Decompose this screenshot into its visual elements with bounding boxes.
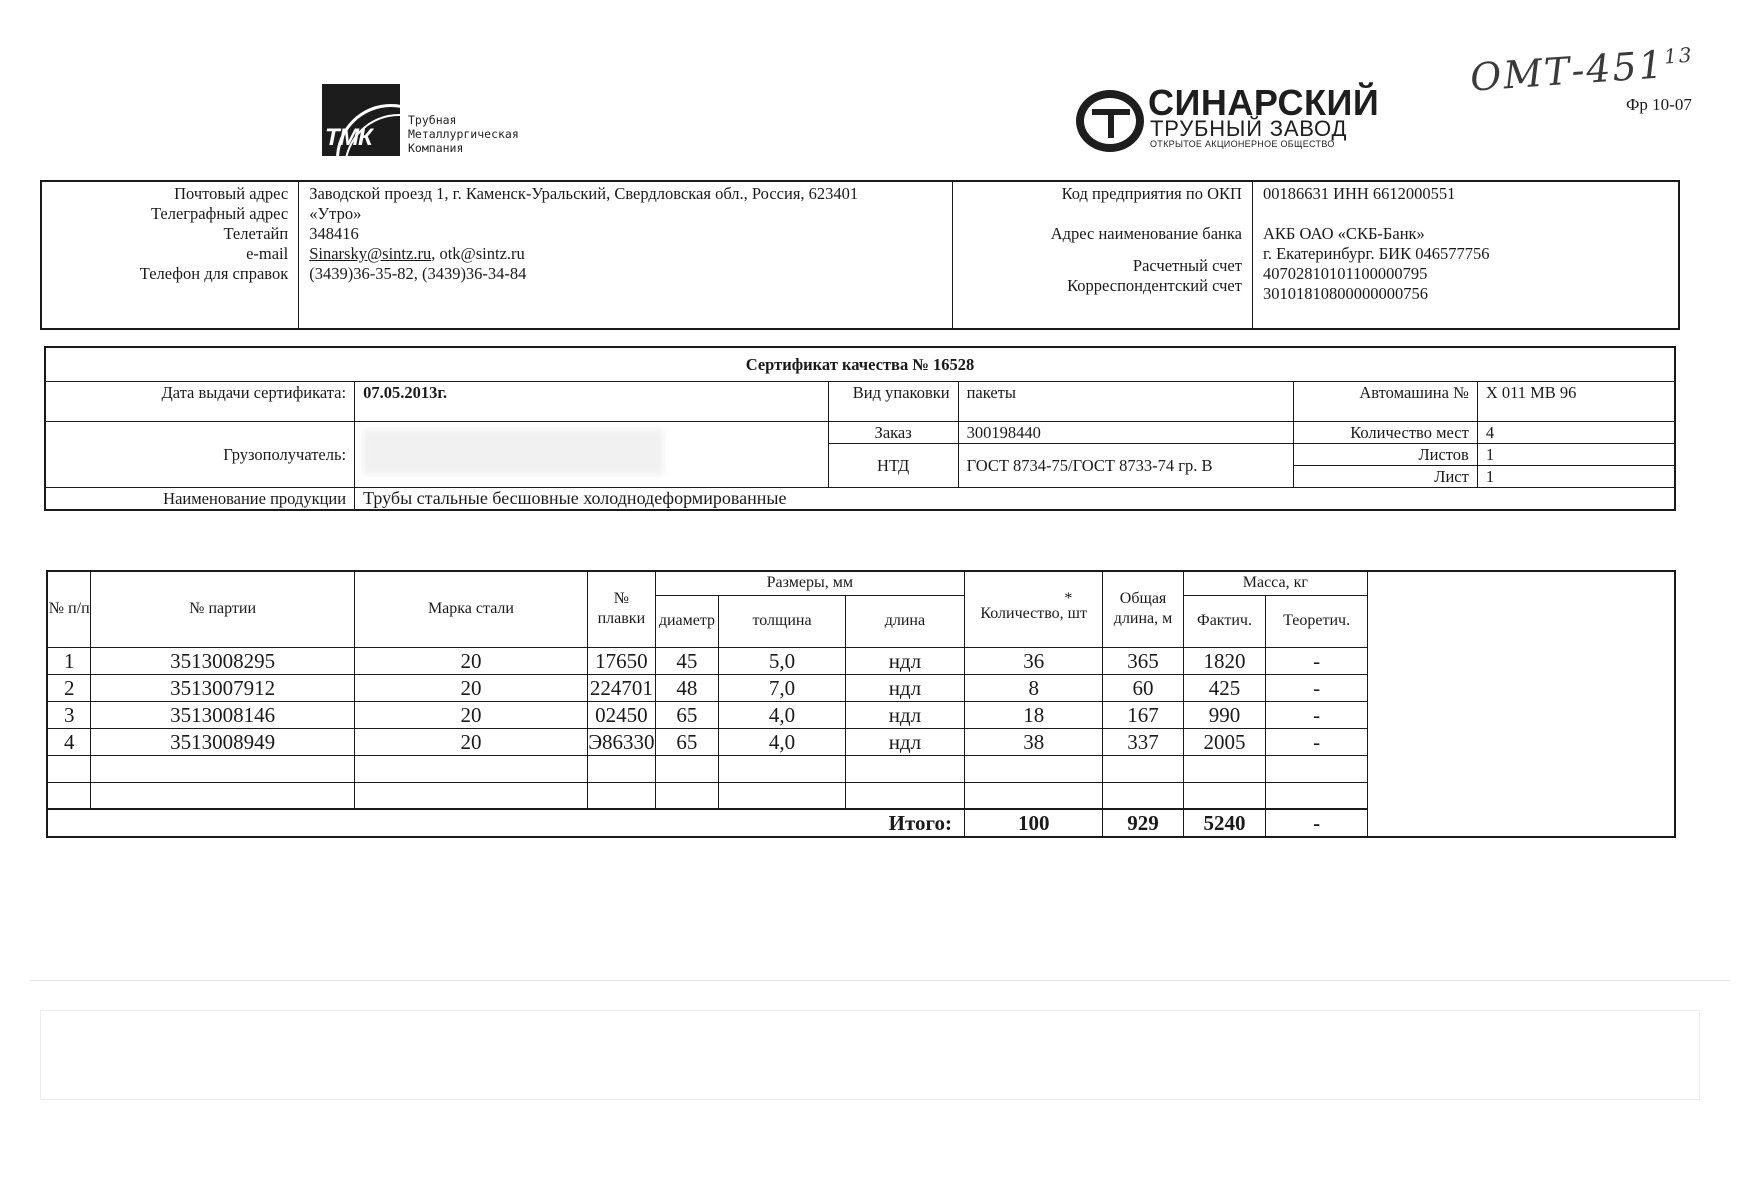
cell-diameter: 45 <box>655 647 719 674</box>
consignee-value <box>355 421 829 487</box>
ntd-label: НТД <box>828 443 958 487</box>
cell-grade: 20 <box>354 647 587 674</box>
total-mass-theor: - <box>1266 809 1368 837</box>
empty-row <box>47 755 1675 782</box>
cell-mass-fact: 425 <box>1183 674 1266 701</box>
cell-thickness: 4,0 <box>719 701 845 728</box>
cell-qty: 18 <box>965 701 1103 728</box>
cell-total-length: 60 <box>1103 674 1183 701</box>
cell-party: 3513008146 <box>91 701 354 728</box>
total-label: Итого: <box>47 809 965 837</box>
certificate-title: Сертификат качества № 16528 <box>45 347 1675 381</box>
header-grade: Марка стали <box>354 571 587 647</box>
cell-grade: 20 <box>354 728 587 755</box>
cell-mass-theor: - <box>1266 647 1368 674</box>
requisites-table <box>40 180 1680 330</box>
table-row <box>47 647 1675 674</box>
cell-party: 3513007912 <box>91 674 354 701</box>
email-link[interactable]: Sinarsky@sintz.ru <box>309 244 432 263</box>
order-label: Заказ <box>828 421 958 443</box>
header-total-length: Общая длина, м <box>1103 571 1183 647</box>
requisites-right-labels: Код предприятия по ОКП Адрес наименование банка Расчетный счет Корреспондентский счет <box>953 181 1253 329</box>
cell-diameter: 65 <box>655 728 719 755</box>
cell-melt: 17650 <box>588 647 655 674</box>
form-code: Фр 10-07 <box>1626 95 1692 114</box>
cell-mass-fact: 990 <box>1183 701 1266 728</box>
product-value: Трубы стальные бесшовные холоднодеформированные <box>355 487 1675 510</box>
places-value: 4 <box>1477 421 1675 443</box>
requisites-left-labels: Почтовый адрес Телеграфный адрес Телетайп e-mail Телефон для справок <box>41 181 299 329</box>
cell-num: 3 <box>47 701 91 728</box>
cell-total-length: 337 <box>1103 728 1183 755</box>
header-mass-theor: Теоретич. <box>1266 595 1368 647</box>
product-label: Наименование продукции <box>45 487 355 510</box>
total-mass-fact: 5240 <box>1183 809 1266 837</box>
sheet-value: 1 <box>1477 465 1675 487</box>
packaging-label: Вид упаковки <box>828 381 958 421</box>
cell-thickness: 4,0 <box>719 728 845 755</box>
cell-length: ндл <box>845 701 964 728</box>
cell-num: 4 <box>47 728 91 755</box>
header-mass-fact: Фактич. <box>1183 595 1266 647</box>
cell-total-length: 365 <box>1103 647 1183 674</box>
table-row <box>47 674 1675 701</box>
cell-melt: Э86330 <box>588 729 655 754</box>
cell-thickness: 5,0 <box>719 647 845 674</box>
header-qty: * Количество, шт <box>965 571 1103 647</box>
cell-melt: 224701 <box>588 674 655 701</box>
scan-artifact <box>30 980 1730 981</box>
header-length: длина <box>845 595 964 647</box>
tmk-logo: ТМК <box>322 84 400 156</box>
cell-qty: 36 <box>965 647 1103 674</box>
issue-date-label: Дата выдачи сертификата: <box>45 381 355 421</box>
cell-total-length: 167 <box>1103 701 1183 728</box>
cell-qty: 8 <box>965 674 1103 701</box>
redacted-block <box>363 429 663 475</box>
table-row <box>47 701 1675 728</box>
cell-diameter: 65 <box>655 701 719 728</box>
order-value: 300198440 <box>958 421 1293 443</box>
table-row <box>47 728 1675 755</box>
requisites-left-values: Заводской проезд 1, г. Каменск-Уральский, Свердловская обл., Россия, 623401 «Утро» 348416 Sinarsky@sintz.ru, otk@sintz.ru (3439)36-35-82, (3439)36-34-84 <box>299 181 953 329</box>
total-row <box>47 809 1675 837</box>
cell-thickness: 7,0 <box>719 674 845 701</box>
handwritten-code: ОМТ-$451^{13}$ <box>1468 42 1695 100</box>
sinarsky-emblem-icon <box>1076 90 1144 152</box>
cell-grade: 20 <box>354 674 587 701</box>
cell-length: ндл <box>845 674 964 701</box>
cell-mass-theor: - <box>1266 701 1368 728</box>
cell-party: 3513008949 <box>91 728 354 755</box>
sinarsky-title: СИНАРСКИЙ <box>1148 82 1380 123</box>
sinarsky-legal-form: ОТКРЫТОЕ АКЦИОНЕРНОЕ ОБЩЕСТВО <box>1150 139 1335 149</box>
cell-party: 3513008295 <box>91 647 354 674</box>
requisites-right-values: 00186631 ИНН 6612000551 АКБ ОАО «СКБ-Банк» г. Екатеринбург. БИК 046577756 40702810101100000795 30101810800000000756 <box>1252 181 1679 329</box>
cell-melt: 02450 <box>588 701 655 728</box>
sheets-label: Листов <box>1294 443 1478 465</box>
header-mass: Масса, кг <box>1183 571 1367 595</box>
vehicle-label: Автомашина № <box>1294 381 1478 421</box>
cell-num: 1 <box>47 647 91 674</box>
scan-artifact <box>40 1010 1700 1100</box>
cell-length: ндл <box>845 728 964 755</box>
issue-date-value: 07.05.2013г. <box>355 381 829 421</box>
tmk-caption: Трубная Металлургическая Компания <box>408 113 519 155</box>
header-thickness: толщина <box>719 595 845 647</box>
cell-diameter: 48 <box>655 674 719 701</box>
cell-qty: 38 <box>965 728 1103 755</box>
sheets-value: 1 <box>1477 443 1675 465</box>
cell-mass-theor: - <box>1266 728 1368 755</box>
products-table <box>46 570 1676 838</box>
sinarsky-subtitle: ТРУБНЫЙ ЗАВОД <box>1150 116 1348 141</box>
certificate-table <box>44 346 1676 511</box>
places-label: Количество мест <box>1294 421 1478 443</box>
sheet-label: Лист <box>1294 465 1478 487</box>
cell-mass-fact: 2005 <box>1183 728 1266 755</box>
vehicle-value: Х 011 МВ 96 <box>1477 381 1675 421</box>
cell-mass-fact: 1820 <box>1183 647 1266 674</box>
header-melt: № плавки <box>588 571 655 647</box>
header-party: № партии <box>91 571 354 647</box>
total-length: 929 <box>1103 809 1183 837</box>
cell-num: 2 <box>47 674 91 701</box>
header-diameter: диаметр <box>655 595 719 647</box>
total-qty: 100 <box>965 809 1103 837</box>
empty-row <box>47 782 1675 809</box>
ntd-value: ГОСТ 8734-75/ГОСТ 8733-74 гр. В <box>958 443 1293 487</box>
header-num: № п/п <box>47 571 91 647</box>
cell-grade: 20 <box>354 701 587 728</box>
cell-mass-theor: - <box>1266 674 1368 701</box>
consignee-label: Грузополучатель: <box>45 421 355 487</box>
packaging-value: пакеты <box>958 381 1293 421</box>
cell-length: ндл <box>845 647 964 674</box>
header-sizes: Размеры, мм <box>655 571 964 595</box>
